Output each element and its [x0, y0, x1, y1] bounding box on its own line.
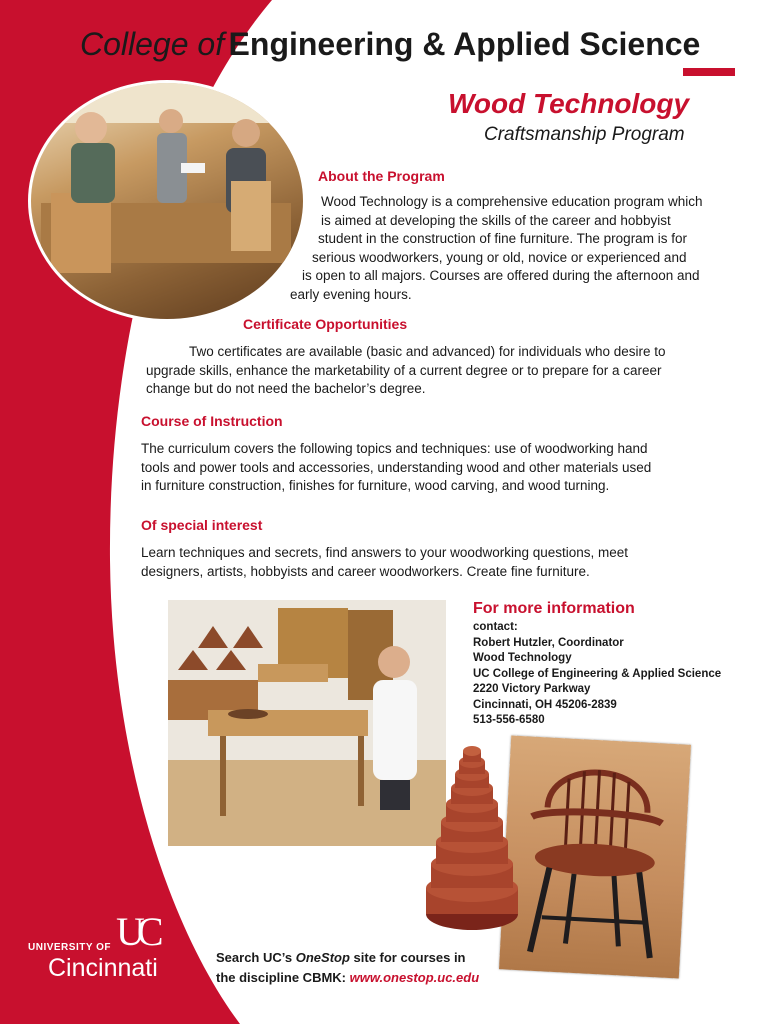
about-line: early evening hours. — [290, 286, 412, 302]
contact-street: 2220 Victory Parkway — [473, 683, 591, 695]
about-line: is aimed at developing the skills of the career and hobbyist — [321, 212, 671, 228]
certificate-paragraph — [0, 343, 768, 399]
certificate-heading: Certificate Opportunities — [243, 316, 408, 332]
program-title: Wood Technology — [448, 88, 690, 119]
special-heading: Of special interest — [141, 517, 263, 533]
special-line: Learn techniques and secrets, find answers to your woodworking questions, meet — [141, 545, 629, 560]
search-text-suffix: site for courses in — [349, 950, 466, 965]
contact-college: UC College of Engineering & Applied Science — [473, 667, 722, 680]
instructor-table-photo — [168, 600, 446, 846]
contact-label: contact: — [473, 621, 518, 633]
special-line: designers, artists, hobbyists and career woodworkers. Create fine furniture. — [141, 563, 590, 579]
college-header — [80, 26, 700, 63]
onestop-emphasis: OneStop — [295, 950, 350, 965]
contact-city: Cincinnati, OH 45206-2839 — [473, 698, 617, 711]
search-text-prefix: Search UC’s — [216, 950, 296, 965]
uc-logo — [28, 910, 188, 990]
special-paragraph — [141, 544, 761, 581]
logo-cincinnati: Cincinnati — [48, 954, 158, 982]
contact-phone: 513-556-6580 — [473, 714, 545, 726]
about-heading: About the Program — [318, 168, 445, 184]
about-line: student in the construction of fine furniture. The program is for — [318, 231, 687, 246]
contact-department: Wood Technology — [473, 652, 572, 664]
course-line: tools and power tools and accessories, understanding wood and other materials used — [141, 459, 652, 475]
course-paragraph — [141, 440, 761, 496]
about-line: Wood Technology is a comprehensive education program which — [321, 194, 703, 209]
course-heading: Course of Instruction — [141, 413, 283, 429]
windsor-chair-photo — [499, 735, 691, 978]
about-line: serious woodworkers, young or old, novice or experienced and — [312, 249, 687, 265]
onestop-url-link[interactable]: www.onestop.uc.edu — [349, 970, 480, 985]
certificate-line: change but do not need the bachelor’s degree. — [146, 381, 426, 396]
logo-uc-monogram: UC — [116, 909, 156, 954]
college-prefix: College of — [80, 26, 225, 62]
onestop-callout — [216, 948, 479, 988]
discipline-text: the discipline CBMK: — [216, 970, 350, 985]
program-subtitle: Craftsmanship Program — [484, 124, 685, 145]
course-line: The curriculum covers the following topics and techniques: use of woodworking hand — [141, 441, 648, 456]
certificate-line: upgrade skills, enhance the marketability of a current degree or to prepare for a career — [146, 362, 662, 378]
college-name: Engineering & Applied Science — [228, 26, 701, 62]
contact-block — [473, 600, 721, 729]
contact-name: Robert Hutzler, Coordinator — [473, 636, 624, 649]
header-accent-bar — [683, 68, 735, 76]
about-line: is open to all majors. Courses are offered during the afternoon and — [302, 268, 700, 283]
certificate-line: Two certificates are available (basic and advanced) for individuals who desire to — [189, 344, 666, 359]
course-line: in furniture construction, finishes for furniture, wood carving, and wood turning. — [141, 478, 610, 493]
contact-heading: For more information — [473, 600, 635, 617]
shaker-boxes-image — [422, 738, 522, 934]
about-paragraph — [0, 193, 768, 304]
logo-university-of: UNIVERSITY OF — [28, 942, 111, 953]
